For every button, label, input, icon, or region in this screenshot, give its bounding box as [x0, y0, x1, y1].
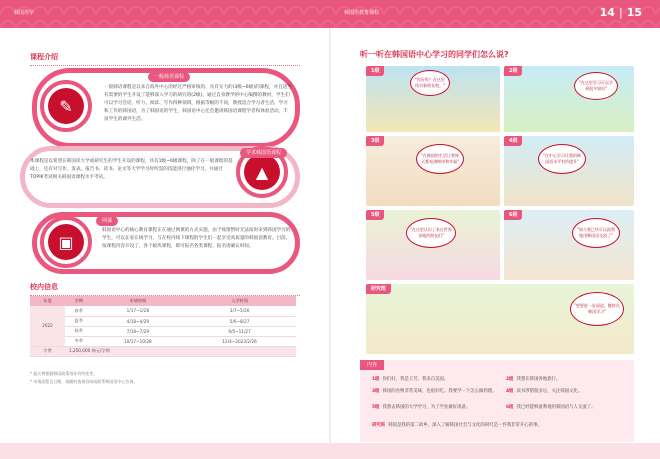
level-badge: 3级 [366, 136, 384, 146]
schedule-table [30, 296, 296, 357]
enroll-cell: 9/5~11/27 [183, 326, 296, 336]
apply-cell: 1/17~1/28 [93, 306, 184, 316]
col-header-year: 年度 [30, 296, 65, 306]
note-line: * 报名费根据韩国政策每年有所变更。 [30, 371, 98, 376]
caption-text: 读书涉猎很多后，关注韩国文化。 [516, 389, 583, 394]
illustration-panel-6 [504, 210, 634, 280]
illustration-panel-2 [504, 66, 634, 132]
course-text-general: 一般韩语课程是以来自海外中心的经过严格审核的、具有实力的(3级~6级)的课程，并且适当有需要的学生开设了能够深入学习的研究班(2级)。通过自身教学的中心编撰的教材，学生们可以学习会话、听力、阅读、写作四种领域，根据等级的不同，教授适合学习者生活、学习和工作的韩国语，为了韩国语的学生，韩国语中心还会邀请韩国语课程学者和体验活动，丰富学生的课外生活。 [104, 85, 292, 122]
caption-key: 3级 [372, 389, 380, 394]
caption-text: 我已经能够流利地用韩国语与人交流了。 [516, 405, 596, 410]
schedule-notes [30, 370, 137, 386]
caption-item [506, 376, 630, 383]
level-badge: 研究班 [366, 284, 391, 294]
caption-item [372, 376, 502, 383]
caption-item [506, 404, 630, 411]
term-cell: 秋季 [65, 326, 93, 336]
speech-bubble: "想要进一步深造，继续在韩国学习" [570, 292, 624, 326]
fee-row [30, 346, 296, 356]
speech-bubble: "在这里学习可以学到很多知识" [574, 72, 618, 100]
caption-text: 我想在韩国各地旅行。 [516, 377, 561, 382]
fee-value: 1,250,000 韩元/学期 [65, 346, 296, 356]
course-tag-online: 网课 [96, 216, 118, 226]
level-badge: 4级 [504, 136, 522, 146]
banner-wave-pattern [0, 0, 660, 28]
table-row [30, 326, 296, 336]
course-text-online: 韩国语中心的核心教育课程正在通过网课的方式实施，由于疫情暂时无法按时来到韩国学习的学生，可以在家在线学习，与在校内线下课程的学生们一起享受高质量的韩国语教育。目前，按课程内容开设了，各个板块课程，即可报名各类课程，报名请确认时间。 [102, 228, 291, 249]
caption-text: 韩国是我的第二故乡，深入了解韩国社会与文化的研究是一件我非常开心的事。 [388, 423, 542, 428]
table-row [30, 336, 296, 346]
graduation-cap-icon: ▲ [244, 154, 280, 190]
course-tag-general: 一般韩语课程 [148, 72, 190, 82]
level-badge: 2级 [504, 66, 522, 76]
caption-key: 6级 [506, 405, 514, 410]
caption-key: 2级 [506, 377, 514, 382]
laptop-book-icon: ▣ [48, 224, 84, 260]
col-header-enroll: 入学时间 [183, 296, 296, 306]
enroll-cell: 12/4~2023/2/26 [183, 336, 296, 346]
illustration-panel-1 [366, 66, 500, 132]
caption-text: 你们好，我是王芳。我来自美国。 [382, 377, 449, 382]
course-icon-circle [40, 80, 92, 132]
speech-bubble: "如今我已经可以流利地用韩国语交流了" [572, 218, 620, 248]
year-cell: 2022 [30, 306, 65, 346]
testimonials-title: 听一听在韩国语中心学习的同学们怎么说? [360, 50, 509, 59]
level-badge: 5级 [366, 210, 384, 220]
apply-cell: 7/18~7/29 [93, 326, 184, 336]
caption-item [506, 388, 630, 395]
enroll-cell: 3/7~5/20 [183, 306, 296, 316]
fee-label: 学费 [30, 346, 65, 356]
left-page-header: 韩国语学 [14, 10, 35, 16]
term-cell: 冬季 [65, 336, 93, 346]
course-tag-academic: 学术韩国语课程 [240, 148, 287, 158]
caption-item [372, 404, 502, 411]
page-spine [329, 28, 331, 459]
caption-key: 4级 [506, 389, 514, 394]
caption-key: 1级 [372, 377, 380, 382]
footer-wave [0, 443, 660, 459]
notebook-icon: ✎ [48, 88, 84, 124]
caption-item [372, 422, 630, 429]
caption-key: 5级 [372, 405, 380, 410]
speech-bubble: "在中心学习让我的韩国语水平有所提升" [538, 144, 586, 174]
enroll-cell: 5/6~8/27 [183, 316, 296, 326]
illustration-panel-4 [504, 136, 634, 206]
term-cell: 夏季 [65, 316, 93, 326]
page-number-right: 15 [626, 6, 642, 19]
speech-bubble: "在这里认识了来自世界各地的朋友们" [406, 218, 456, 248]
caption-item [372, 388, 502, 395]
right-page-header: 韩国语教育课程 [344, 10, 380, 16]
page-numbers: 14 | 15 [599, 6, 642, 19]
apply-cell: 10/17~10/28 [93, 336, 184, 346]
speech-bubble: "在韩国的生活让我每天都充满期待和幸福" [416, 144, 464, 174]
illustration-panel-research [366, 284, 634, 354]
table-row [30, 306, 296, 316]
schedule-section-title: 校内信息 [30, 282, 300, 296]
course-section-title: 课程介绍 [30, 52, 300, 66]
top-banner [0, 0, 660, 28]
term-cell: 春季 [65, 306, 93, 316]
col-header-apply: 申请时间 [93, 296, 184, 306]
course-icon-circle [40, 216, 92, 268]
speech-bubble: "你好吗？在这里结识新朋友吧。" [410, 70, 450, 96]
caption-key: 研究班 [372, 423, 386, 428]
captions-box [360, 360, 634, 442]
captions-heading: 内容 [360, 360, 384, 370]
table-header-row [30, 296, 296, 306]
apply-cell: 4/18~4/29 [93, 316, 184, 326]
level-badge: 1级 [366, 66, 384, 76]
table-row [30, 316, 296, 326]
course-text-academic: 本课程是以希望在韩国读大学或研究生的学生开设的课程，具有1级~6级课程，除了在一般课程的基础上，还有对写作、发表、报告书、读书、论文等大学学习时所需的技能进行强化学习，并通过TOPIK考试相关韩国语课程水平考试。 [30, 159, 233, 180]
level-badge: 6级 [504, 210, 522, 220]
note-line: * 申请流程及日期，请随时查询官网或联系韩国语中心咨询。 [30, 379, 138, 384]
illustration-panel-3 [366, 136, 500, 206]
caption-text: 我想去韩国的大学学习，为了学业做好准备。 [382, 405, 471, 410]
illustration-panel-5 [366, 210, 500, 280]
col-header-term: 学期 [65, 296, 93, 306]
page-number-left: 14 [599, 6, 615, 19]
caption-text: 韩国的食物非常美味，也很好吃。我要学一下怎么做料理。 [382, 389, 497, 394]
